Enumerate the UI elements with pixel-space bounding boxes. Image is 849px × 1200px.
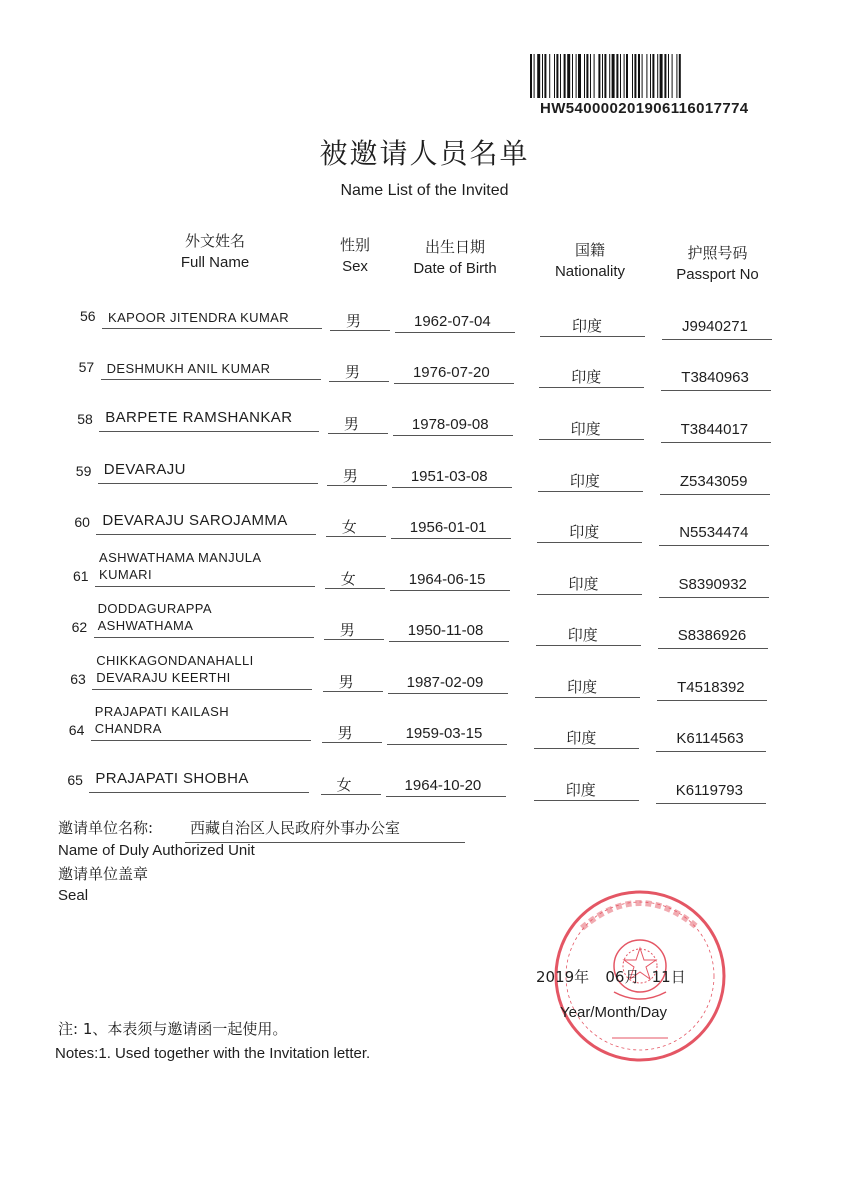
- name-underline: [92, 689, 312, 690]
- date-of-birth-value: 1956-01-01: [409, 519, 487, 536]
- issue-date: [536, 966, 686, 987]
- full-name: KAPOOR JITENDRA KUMAR: [108, 310, 290, 325]
- nationality-value: 印度: [572, 317, 603, 335]
- date-of-birth-value: 1978-09-08: [411, 416, 489, 433]
- dob-underline: [391, 538, 511, 539]
- nationality-underline: [539, 387, 644, 388]
- full-name: DESHMUKH ANIL KUMAR: [106, 361, 271, 376]
- sex-value: 男: [342, 467, 358, 485]
- full-name-line-1: ASHWATHAMA MANJULA: [99, 550, 262, 565]
- full-name: DEVARAJU: [103, 461, 186, 478]
- header-nationality: 国籍 Nationality: [554, 241, 626, 280]
- date-format-label: Year/Month/Day: [560, 1004, 668, 1021]
- date-of-birth-value: 1959-03-15: [405, 725, 483, 742]
- sex-value: 女: [340, 570, 356, 588]
- full-name-line-2: ASHWATHAMA: [97, 618, 194, 633]
- sex-value: 男: [343, 415, 359, 433]
- seal-label: 邀请单位盖章: [58, 865, 149, 883]
- nationality-value: 印度: [569, 472, 600, 490]
- nationality-underline: [534, 800, 639, 801]
- full-name-line-1: PRAJAPATI KAILASH: [94, 704, 229, 719]
- date-of-birth-value: 1951-03-08: [410, 468, 488, 485]
- name-underline: [91, 740, 311, 741]
- passport-underline: [656, 803, 766, 804]
- dob-underline: [390, 590, 510, 591]
- dob-underline: [393, 435, 513, 436]
- passport-underline: [656, 751, 766, 752]
- nationality-underline: [537, 542, 642, 543]
- dob-underline: [389, 641, 509, 642]
- sex-underline: [327, 485, 387, 486]
- row-number: 58: [77, 411, 93, 427]
- sex-value: 女: [341, 518, 357, 536]
- passport-underline: [662, 339, 772, 340]
- dob-underline: [387, 744, 507, 745]
- passport-value: S8390932: [678, 576, 747, 593]
- full-name: BARPETE RAMSHANKAR: [105, 409, 293, 426]
- full-name-line-2: DEVARAJU KEERTHI: [96, 670, 231, 685]
- header-passport-no: 护照号码 Passport No: [676, 244, 759, 283]
- row-number: 62: [71, 619, 88, 635]
- nationality-value: 印度: [571, 368, 602, 386]
- date-of-birth-value: 1976-07-20: [412, 364, 490, 381]
- date-of-birth-value: 1964-10-20: [404, 777, 482, 794]
- full-name-line-2: CHANDRA: [94, 721, 162, 736]
- dob-underline: [392, 487, 512, 488]
- passport-value: N5534474: [679, 524, 749, 541]
- full-name-line-1: CHIKKAGONDANAHALLI: [96, 653, 254, 668]
- nationality-underline: [534, 748, 639, 749]
- nationality-value: 印度: [570, 420, 601, 438]
- nationality-value: 印度: [567, 626, 598, 644]
- issue-day: 11日: [651, 968, 686, 986]
- issue-year: 2019年: [536, 968, 590, 986]
- page-title: 被邀请人员名单: [319, 137, 530, 170]
- passport-value: Z5343059: [679, 473, 748, 490]
- dob-underline: [388, 693, 508, 694]
- sex-value: 男: [337, 724, 353, 742]
- passport-value: K6114563: [676, 730, 744, 747]
- date-of-birth-value: 1964-06-15: [408, 571, 486, 588]
- header-date-of-birth: 出生日期 Date of Birth: [413, 238, 497, 277]
- full-name-line-1: DODDAGURAPPA: [97, 601, 212, 616]
- date-of-birth-value: 1962-07-04: [414, 313, 491, 330]
- seal-label-en: Seal: [58, 887, 89, 904]
- dob-underline: [386, 796, 506, 797]
- sex-underline: [323, 691, 383, 692]
- inviting-unit-label-en: Name of Duly Authorized Unit: [58, 842, 255, 859]
- passport-underline: [659, 597, 769, 598]
- row-number: 59: [75, 463, 92, 479]
- sex-value: 男: [339, 621, 355, 639]
- row-number: 60: [74, 514, 90, 530]
- sex-underline: [330, 330, 390, 331]
- name-underline: [96, 534, 316, 535]
- header-sex: 性别 Sex: [339, 236, 370, 275]
- passport-underline: [661, 390, 771, 391]
- name-underline: [98, 483, 318, 484]
- sex-underline: [325, 588, 385, 589]
- full-name-line-2: KUMARI: [99, 567, 152, 582]
- full-name: DEVARAJU SAROJAMMA: [102, 512, 288, 529]
- issue-month: 06月: [605, 968, 640, 986]
- dob-underline: [395, 332, 515, 333]
- row-number: 65: [67, 772, 83, 788]
- row-number: 61: [73, 568, 89, 584]
- sex-value: 男: [338, 673, 354, 691]
- full-name: PRAJAPATI SHOBHA: [95, 770, 249, 787]
- sex-value: 男: [346, 312, 362, 330]
- page-subtitle: Name List of the Invited: [340, 182, 509, 199]
- passport-underline: [657, 700, 767, 701]
- passport-value: S8386926: [677, 627, 747, 644]
- nationality-underline: [536, 645, 641, 646]
- nationality-value: 印度: [568, 575, 599, 593]
- passport-value: T3840963: [681, 369, 749, 386]
- inviting-unit-name: 西藏自治区人民政府外事办公室: [190, 819, 401, 837]
- date-of-birth-value: 1987-02-09: [406, 674, 484, 691]
- passport-value: J9940271: [682, 318, 748, 335]
- nationality-underline: [535, 697, 640, 698]
- name-underline: [102, 328, 322, 329]
- date-of-birth-value: 1950-11-08: [407, 622, 484, 639]
- nationality-underline: [537, 594, 642, 595]
- passport-underline: [660, 494, 770, 495]
- row-number: 63: [70, 671, 86, 687]
- barcode-icon: [530, 54, 778, 98]
- sex-underline: [328, 433, 388, 434]
- nationality-value: 印度: [565, 781, 596, 799]
- document-number: HW540000201906116017774: [540, 100, 749, 117]
- row-number: 64: [68, 722, 85, 738]
- name-underline: [101, 379, 321, 380]
- dob-underline: [394, 383, 514, 384]
- header-full-name: 外文姓名 Full Name: [180, 232, 250, 271]
- row-number: 56: [80, 308, 96, 324]
- passport-value: T3844017: [680, 421, 749, 438]
- sex-underline: [322, 742, 382, 743]
- note-en: Notes:1. Used together with the Invitation letter.: [55, 1045, 371, 1062]
- note-zh: 注: 1、本表须与邀请函一起使用。: [58, 1020, 288, 1038]
- sex-underline: [324, 639, 384, 640]
- passport-underline: [661, 442, 771, 443]
- name-underline: [89, 792, 309, 793]
- nationality-value: 印度: [569, 523, 600, 541]
- sex-underline: [329, 381, 389, 382]
- sex-value: 男: [344, 363, 360, 381]
- passport-underline: [658, 648, 768, 649]
- inviting-unit-label: 邀请单位名称:: [58, 819, 154, 837]
- sex-underline: [321, 794, 381, 795]
- passport-underline: [659, 545, 769, 546]
- row-number: 57: [78, 359, 95, 375]
- nationality-underline: [538, 491, 643, 492]
- nationality-underline: [539, 439, 644, 440]
- name-underline: [94, 637, 314, 638]
- passport-value: K6119793: [675, 782, 743, 799]
- nationality-underline: [540, 336, 645, 337]
- nationality-value: 印度: [567, 678, 598, 696]
- name-underline: [99, 431, 319, 432]
- passport-value: T4518392: [677, 679, 745, 696]
- sex-value: 女: [336, 776, 352, 794]
- nationality-value: 印度: [566, 729, 597, 747]
- sex-underline: [326, 536, 386, 537]
- name-underline: [95, 586, 315, 587]
